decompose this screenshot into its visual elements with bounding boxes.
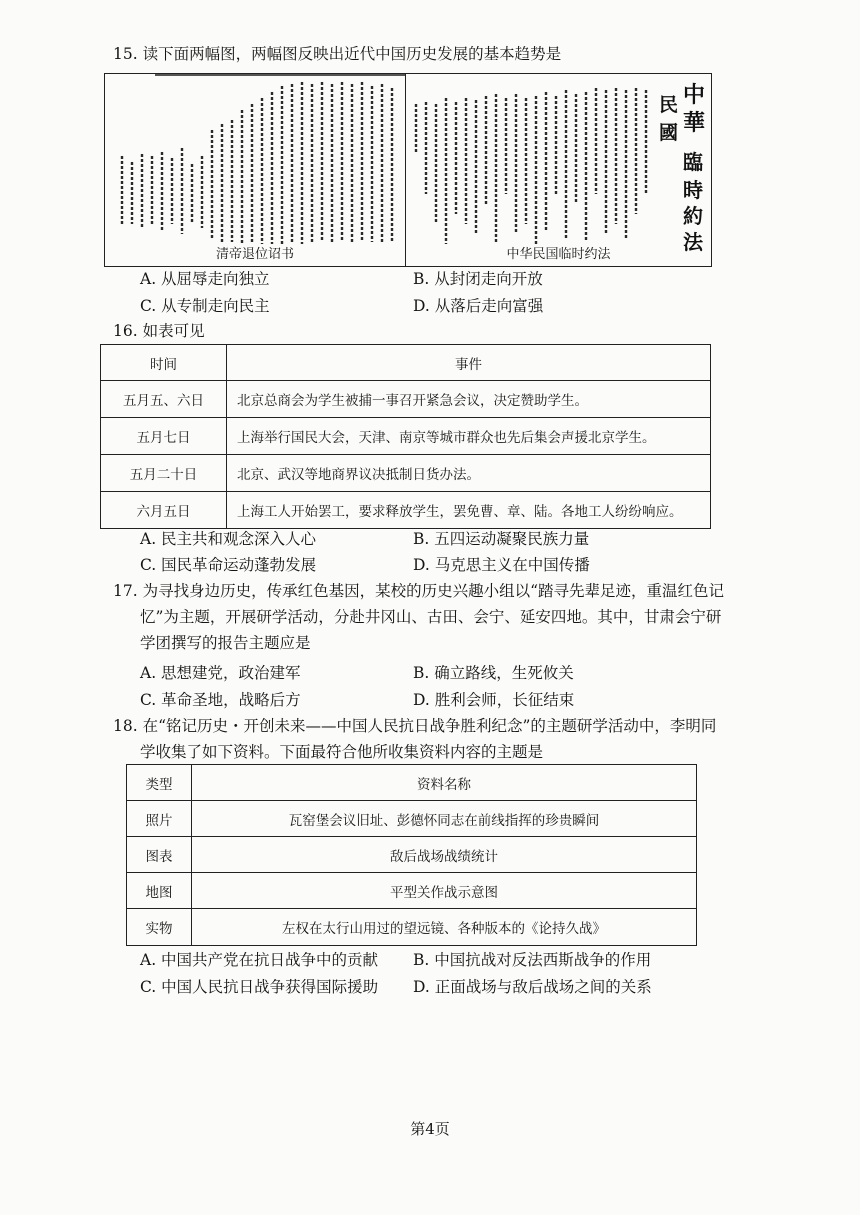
q17-stem-line3: 学团撰写的报告主题应是 — [140, 634, 311, 652]
edict-image-icon — [105, 74, 405, 266]
figure-provisional-constitution — [406, 74, 711, 266]
table-cell: 上海举行国民大会，天津、南京等城市群众也先后集会声援北京学生。 — [227, 418, 711, 455]
q16-option-a[interactable]: A. 民主共和观念深入人心 — [140, 530, 317, 548]
figure-right-caption: 中华民国临时约法 — [506, 247, 611, 262]
table-cell: 北京总商会为学生被捕一事召开紧急会议，决定赞助学生。 — [227, 381, 711, 418]
q16-option-b[interactable]: B. 五四运动凝聚民族力量 — [413, 530, 590, 548]
table-cell: 左权在太行山用过的望远镜、各种版本的《论持久战》 — [192, 909, 697, 946]
q15-option-d[interactable]: D. 从落后走向富强 — [413, 297, 544, 315]
table-row — [127, 801, 697, 837]
table-cell: 平型关作战示意图 — [192, 873, 697, 909]
page-number: 第4页 — [410, 1120, 450, 1138]
table-row — [101, 418, 711, 455]
table-row — [127, 909, 697, 946]
q18-option-c[interactable]: C. 中国人民抗日战争获得国际援助 — [140, 978, 379, 996]
table-row — [101, 455, 711, 492]
table-row — [101, 381, 711, 418]
table-row — [127, 837, 697, 873]
q16-stem: 16. 如表可见 — [113, 322, 205, 340]
table-row — [127, 873, 697, 909]
table-header-cell: 事件 — [227, 345, 711, 381]
q15-option-c[interactable]: C. 从专制走向民主 — [140, 297, 270, 315]
table-header-cell: 类型 — [127, 765, 192, 801]
constitution-title-calligraphy: 中 華 民 國 臨 時 約 法 — [659, 82, 706, 254]
table-header-cell: 时间 — [101, 345, 227, 381]
figure-left-caption: 清帝退位诏书 — [215, 247, 294, 262]
q17-option-a[interactable]: A. 思想建党，政治建军 — [140, 664, 301, 682]
q17-option-b[interactable]: B. 确立路线，生死攸关 — [413, 664, 574, 682]
q17-option-d[interactable]: D. 胜利会师，长征结束 — [413, 691, 575, 709]
q15-option-a[interactable]: A. 从屈辱走向独立 — [140, 270, 270, 288]
q18-stem-line2: 学收集了如下资料。下面最符合他所收集资料内容的主题是 — [140, 743, 544, 761]
table-cell: 图表 — [127, 837, 192, 873]
table-header-cell: 资料名称 — [192, 765, 697, 801]
table-row — [101, 492, 711, 529]
q17-option-c[interactable]: C. 革命圣地，战略后方 — [140, 691, 301, 709]
table-header-row — [127, 765, 697, 801]
q18-option-a[interactable]: A. 中国共产党在抗日战争中的贡献 — [140, 951, 379, 969]
q16-option-c[interactable]: C. 国民革命运动蓬勃发展 — [140, 556, 317, 574]
q18-option-d[interactable]: D. 正面战场与敌后战场之间的关系 — [413, 978, 652, 996]
table-cell: 五月七日 — [101, 418, 227, 455]
q18-table — [126, 764, 697, 946]
figure-qing-abdication-edict — [105, 74, 406, 266]
table-cell: 实物 — [127, 909, 192, 946]
table-cell: 五月五、六日 — [101, 381, 227, 418]
q18-stem-line1: 18. 在“铭记历史・开创未来——中国人民抗日战争胜利纪念”的主题研学活动中，李明同 — [113, 717, 717, 735]
table-cell: 地图 — [127, 873, 192, 909]
q18-option-b[interactable]: B. 中国抗战对反法西斯战争的作用 — [413, 951, 652, 969]
table-cell: 敌后战场战绩统计 — [192, 837, 697, 873]
q15-option-b[interactable]: B. 从封闭走向开放 — [413, 270, 543, 288]
table-header-row — [101, 345, 711, 381]
q17-stem-line2: 忆”为主题，开展研学活动，分赴井冈山、古田、会宁、延安四地。其中，甘肃会宁研 — [140, 608, 722, 626]
table-cell: 瓦窑堡会议旧址、彭德怀同志在前线指挥的珍贵瞬间 — [192, 801, 697, 837]
table-cell: 五月二十日 — [101, 455, 227, 492]
q15-figure — [104, 73, 712, 267]
table-cell: 六月五日 — [101, 492, 227, 529]
q17-stem-line1: 17. 为寻找身边历史，传承红色基因，某校的历史兴趣小组以“踏寻先辈足迹，重温红色记 — [113, 582, 725, 600]
q15-stem: 15. 读下面两幅图，两幅图反映出近代中国历史发展的基本趋势是 — [113, 45, 562, 63]
table-cell: 北京、武汉等地商界议决抵制日货办法。 — [227, 455, 711, 492]
table-cell: 上海工人开始罢工，要求释放学生，罢免曹、章、陆。各地工人纷纷响应。 — [227, 492, 711, 529]
q16-table — [100, 344, 711, 529]
q16-option-d[interactable]: D. 马克思主义在中国传播 — [413, 556, 590, 574]
table-cell: 照片 — [127, 801, 192, 837]
